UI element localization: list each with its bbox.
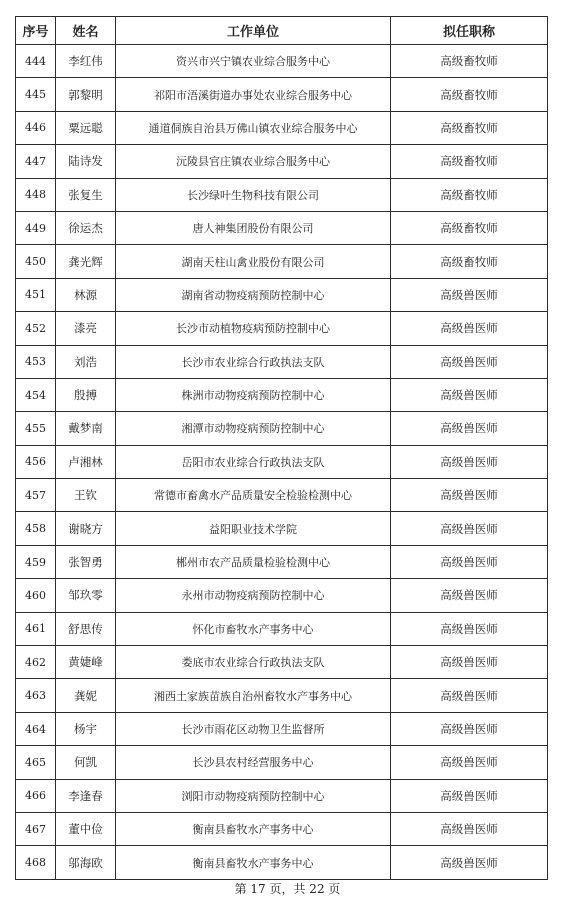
proposed-title-cell: 高级兽医师 (391, 712, 548, 745)
work-unit-cell: 长沙市动植物疫病预防控制中心 (116, 312, 391, 345)
name-cell: 舒思传 (56, 612, 116, 645)
table-row (16, 846, 548, 879)
header-serial-number: 序号 (16, 17, 56, 45)
serial-number-cell: 461 (16, 612, 56, 645)
proposed-title-cell: 高级兽医师 (391, 746, 548, 779)
serial-number-cell: 462 (16, 646, 56, 679)
proposed-title-cell: 高级畜牧师 (391, 245, 548, 278)
serial-number-cell: 445 (16, 78, 56, 111)
name-cell: 粟远聪 (56, 111, 116, 144)
name-cell: 王钦 (56, 479, 116, 512)
work-unit-cell: 郴州市农产品质量检验检测中心 (116, 545, 391, 578)
serial-number-cell: 450 (16, 245, 56, 278)
work-unit-cell: 资兴市兴宁镇农业综合服务中心 (116, 45, 391, 78)
serial-number-cell: 455 (16, 412, 56, 445)
proposed-title-cell: 高级畜牧师 (391, 78, 548, 111)
name-cell: 徐运杰 (56, 211, 116, 244)
serial-number-cell: 458 (16, 512, 56, 545)
proposed-title-cell: 高级兽医师 (391, 445, 548, 478)
serial-number-cell: 465 (16, 746, 56, 779)
proposed-title-cell: 高级兽医师 (391, 312, 548, 345)
name-cell: 邹玖零 (56, 579, 116, 612)
work-unit-cell: 怀化市畜牧水产事务中心 (116, 612, 391, 645)
proposed-title-cell: 高级兽医师 (391, 412, 548, 445)
work-unit-cell: 通道侗族自治县万佛山镇农业综合服务中心 (116, 111, 391, 144)
name-cell: 董中俭 (56, 812, 116, 845)
serial-number-cell: 453 (16, 345, 56, 378)
serial-number-cell: 456 (16, 445, 56, 478)
work-unit-cell: 常德市畜禽水产品质量安全检验检测中心 (116, 479, 391, 512)
proposed-title-cell: 高级畜牧师 (391, 145, 548, 178)
serial-number-cell: 451 (16, 278, 56, 311)
work-unit-cell: 岳阳市农业综合行政执法支队 (116, 445, 391, 478)
proposed-title-cell: 高级兽医师 (391, 579, 548, 612)
work-unit-cell: 长沙县农村经营服务中心 (116, 746, 391, 779)
serial-number-cell: 464 (16, 712, 56, 745)
name-cell: 谢晓方 (56, 512, 116, 545)
work-unit-cell: 湘潭市动物疫病预防控制中心 (116, 412, 391, 445)
table-row (16, 145, 548, 178)
work-unit-cell: 永州市动物疫病预防控制中心 (116, 579, 391, 612)
work-unit-cell: 唐人神集团股份有限公司 (116, 211, 391, 244)
table-row (16, 378, 548, 411)
work-unit-cell: 湘西土家族苗族自治州畜牧水产事务中心 (116, 679, 391, 712)
proposed-title-cell: 高级兽医师 (391, 646, 548, 679)
name-cell: 林源 (56, 278, 116, 311)
table-row (16, 312, 548, 345)
personnel-table (15, 16, 548, 880)
proposed-title-cell: 高级兽医师 (391, 512, 548, 545)
serial-number-cell: 467 (16, 812, 56, 845)
name-cell: 漆亮 (56, 312, 116, 345)
table-row (16, 479, 548, 512)
serial-number-cell: 460 (16, 579, 56, 612)
proposed-title-cell: 高级兽医师 (391, 345, 548, 378)
serial-number-cell: 454 (16, 378, 56, 411)
serial-number-cell: 459 (16, 545, 56, 578)
table-row (16, 512, 548, 545)
table-row (16, 779, 548, 812)
name-cell: 戴梦南 (56, 412, 116, 445)
header-work-unit: 工作单位 (116, 17, 391, 45)
table-header (16, 17, 548, 45)
work-unit-cell: 长沙市雨花区动物卫生监督所 (116, 712, 391, 745)
table-row (16, 245, 548, 278)
work-unit-cell: 湖南省动物疫病预防控制中心 (116, 278, 391, 311)
name-cell: 李红伟 (56, 45, 116, 78)
name-cell: 刘浩 (56, 345, 116, 378)
proposed-title-cell: 高级兽医师 (391, 679, 548, 712)
name-cell: 龚光辉 (56, 245, 116, 278)
serial-number-cell: 449 (16, 211, 56, 244)
name-cell: 杨宇 (56, 712, 116, 745)
name-cell: 张智勇 (56, 545, 116, 578)
proposed-title-cell: 高级兽医师 (391, 278, 548, 311)
proposed-title-cell: 高级兽医师 (391, 779, 548, 812)
proposed-title-cell: 高级兽医师 (391, 545, 548, 578)
table-row (16, 545, 548, 578)
proposed-title-cell: 高级兽医师 (391, 846, 548, 879)
proposed-title-cell: 高级畜牧师 (391, 45, 548, 78)
name-cell: 黄婕峰 (56, 646, 116, 679)
name-cell: 陆诗发 (56, 145, 116, 178)
serial-number-cell: 448 (16, 178, 56, 211)
table-row (16, 579, 548, 612)
table-body (16, 45, 548, 880)
serial-number-cell: 452 (16, 312, 56, 345)
proposed-title-cell: 高级兽医师 (391, 378, 548, 411)
personnel-table-container (15, 16, 547, 880)
name-cell: 殷搏 (56, 378, 116, 411)
table-row (16, 45, 548, 78)
name-cell: 何凯 (56, 746, 116, 779)
serial-number-cell: 447 (16, 145, 56, 178)
table-row (16, 612, 548, 645)
serial-number-cell: 446 (16, 111, 56, 144)
work-unit-cell: 衡南县畜牧水产事务中心 (116, 812, 391, 845)
table-row (16, 712, 548, 745)
proposed-title-cell: 高级兽医师 (391, 812, 548, 845)
header-name: 姓名 (56, 17, 116, 45)
work-unit-cell: 祁阳市浯溪街道办事处农业综合服务中心 (116, 78, 391, 111)
serial-number-cell: 466 (16, 779, 56, 812)
work-unit-cell: 衡南县畜牧水产事务中心 (116, 846, 391, 879)
name-cell: 张复生 (56, 178, 116, 211)
proposed-title-cell: 高级兽医师 (391, 612, 548, 645)
work-unit-cell: 长沙市农业综合行政执法支队 (116, 345, 391, 378)
table-row (16, 412, 548, 445)
serial-number-cell: 468 (16, 846, 56, 879)
header-proposed-title: 拟任职称 (391, 17, 548, 45)
proposed-title-cell: 高级畜牧师 (391, 211, 548, 244)
work-unit-cell: 益阳职业技术学院 (116, 512, 391, 545)
work-unit-cell: 娄底市农业综合行政执法支队 (116, 646, 391, 679)
name-cell: 李逢春 (56, 779, 116, 812)
table-row (16, 78, 548, 111)
name-cell: 邬海欧 (56, 846, 116, 879)
work-unit-cell: 浏阳市动物疫病预防控制中心 (116, 779, 391, 812)
table-row (16, 345, 548, 378)
table-row (16, 746, 548, 779)
table-row (16, 211, 548, 244)
name-cell: 郭黎明 (56, 78, 116, 111)
page-footer: 第 17 页，共 22 页 (234, 882, 341, 896)
table-row (16, 679, 548, 712)
name-cell: 卢湘林 (56, 445, 116, 478)
table-row (16, 111, 548, 144)
table-row (16, 812, 548, 845)
proposed-title-cell: 高级畜牧师 (391, 111, 548, 144)
table-row (16, 445, 548, 478)
name-cell: 龚妮 (56, 679, 116, 712)
header-row (16, 17, 548, 45)
proposed-title-cell: 高级畜牧师 (391, 178, 548, 211)
table-row (16, 278, 548, 311)
table-row (16, 646, 548, 679)
proposed-title-cell: 高级兽医师 (391, 479, 548, 512)
work-unit-cell: 湖南天柱山禽业股份有限公司 (116, 245, 391, 278)
work-unit-cell: 株洲市动物疫病预防控制中心 (116, 378, 391, 411)
work-unit-cell: 长沙绿叶生物科技有限公司 (116, 178, 391, 211)
table-row (16, 178, 548, 211)
serial-number-cell: 444 (16, 45, 56, 78)
serial-number-cell: 457 (16, 479, 56, 512)
serial-number-cell: 463 (16, 679, 56, 712)
work-unit-cell: 沅陵县官庄镇农业综合服务中心 (116, 145, 391, 178)
